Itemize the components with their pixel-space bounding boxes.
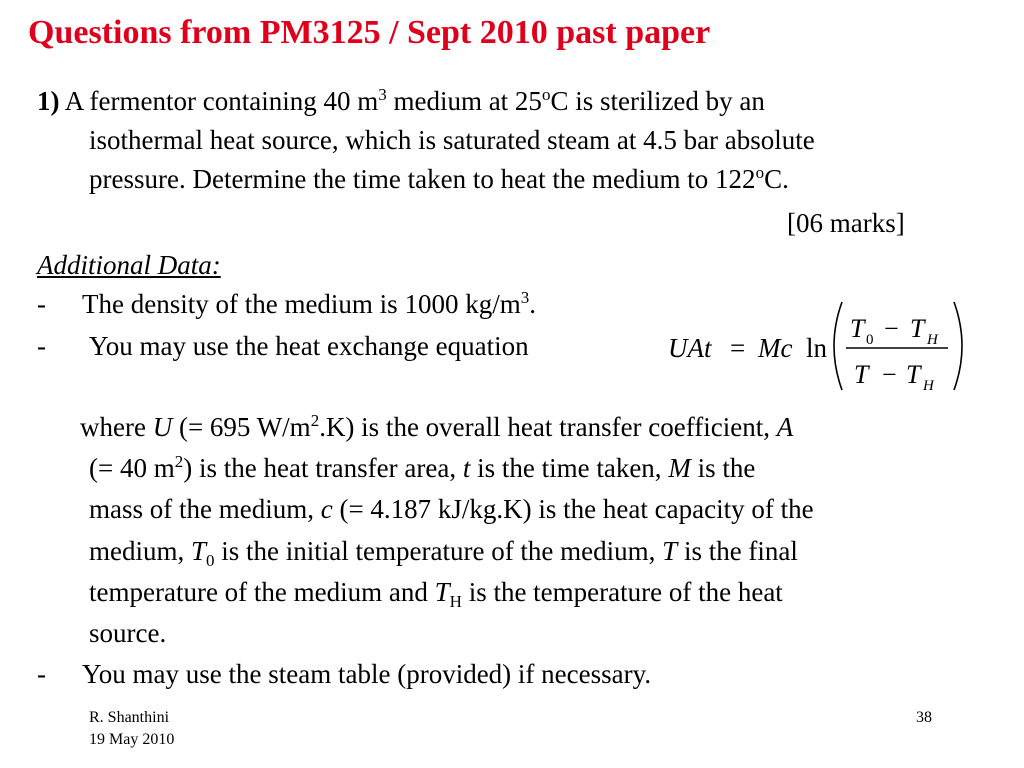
slide-number: 38: [916, 709, 932, 726]
where-line-1: where U (= 695 $W/m^2.K$) is the overall heat transfer coefficient, A: [80, 411, 794, 442]
where-line-2: (= 40 $m^2$) is the heat transfer area, t is the time taken, M is the: [89, 452, 756, 483]
footer-date: 19 May 2010: [89, 731, 175, 748]
where-line-6: source.: [89, 618, 167, 648]
question-number: 1): [37, 86, 60, 116]
where-line-5: temperature of the medium and $T_H$ is the temperature of the heat: [89, 577, 783, 611]
eq-equals: =: [730, 333, 746, 363]
eq-left-paren: [834, 302, 842, 390]
bullet-steam-table: You may use the steam table (provided) if necessary.: [82, 659, 652, 689]
eq-num-subH: H: [927, 332, 938, 348]
question-line-1: 1) A fermentor containing 40 $m^3$ medium at 25$^o$C is sterilized by an: [37, 85, 765, 116]
eq-rhs: Mc: [758, 333, 793, 363]
eq-ln: ln: [806, 333, 828, 363]
where-line-4: medium, $T_0$ is the initial temperature of the medium, T is the final: [89, 536, 798, 570]
eq-num-T0: T: [850, 314, 865, 343]
eq-num-TH: T: [910, 314, 925, 343]
question-line-3: pressure. Determine the time taken to heat the medium to 122$^o$C.: [89, 163, 789, 194]
where-line-3: mass of the medium, c (= 4.187 kJ/kg.K) is the heat capacity of the: [89, 494, 814, 524]
eq-lhs: UAt: [668, 333, 712, 363]
marks-label: [06 marks]: [787, 208, 905, 238]
bullet-dash: -: [37, 659, 46, 689]
bullet-dash: -: [37, 289, 46, 319]
eq-num-sub0: 0: [866, 332, 874, 348]
slide-title: Questions from PM3125 / Sept 2010 past paper: [28, 14, 711, 51]
heat-exchange-equation: [666, 296, 976, 396]
additional-data-heading: Additional Data:: [37, 250, 221, 280]
eq-right-paren: [954, 302, 962, 390]
eq-den-minus: −: [882, 360, 897, 389]
eq-den-TH: T: [906, 360, 921, 389]
bullet-density: The density of the medium is 1000 $kg/m^3$.: [82, 288, 536, 319]
footer-author: R. Shanthini: [89, 709, 170, 726]
eq-den-subH: H: [923, 378, 934, 394]
question-line-2: isothermal heat source, which is saturated steam at 4.5 bar absolute: [89, 125, 815, 155]
bullet-dash: -: [37, 331, 46, 361]
eq-den-T: T: [854, 360, 869, 389]
eq-num-minus: −: [884, 314, 899, 343]
bullet-heat-exchange: You may use the heat exchange equation: [89, 331, 529, 361]
